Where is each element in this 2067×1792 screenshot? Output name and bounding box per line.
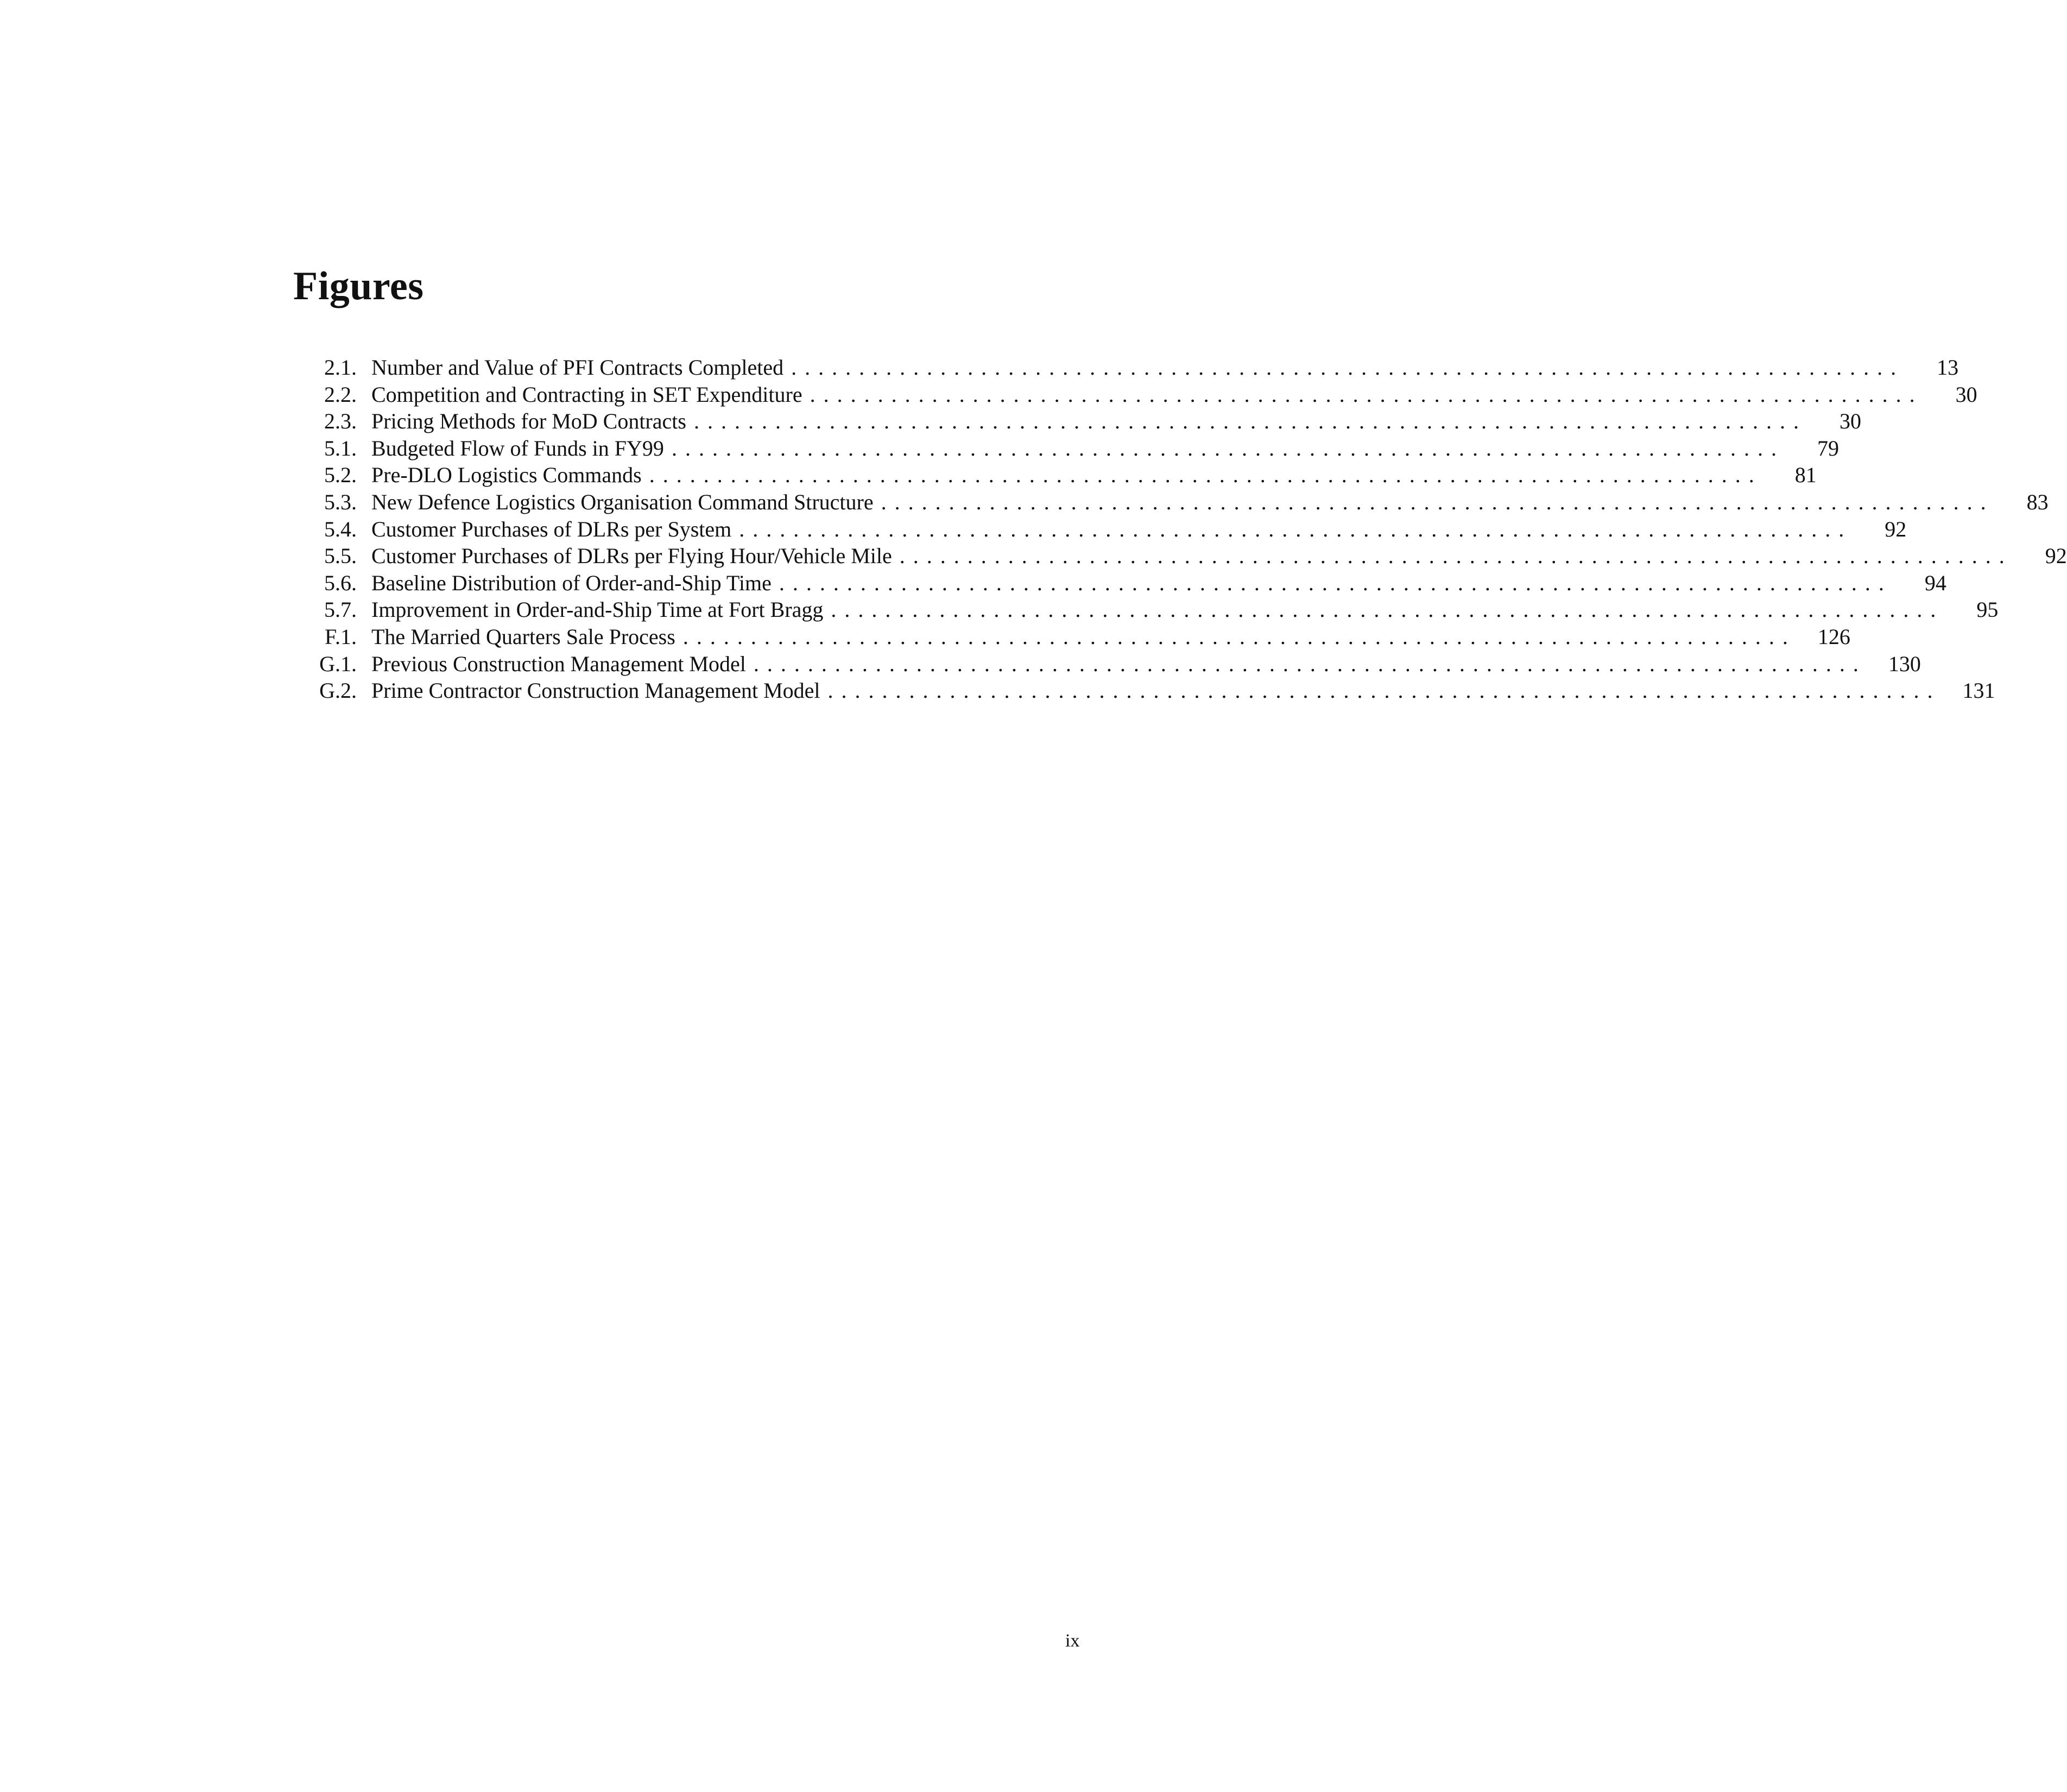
dot-leader: .................................................................................. [671, 436, 1785, 460]
figure-number: 5.1. [324, 436, 357, 460]
figure-entry[interactable] [293, 435, 1839, 462]
figure-entry[interactable] [293, 677, 1995, 704]
figure-entry[interactable] [293, 516, 1907, 543]
figure-entry[interactable] [293, 570, 1946, 597]
figure-number: G.2. [319, 678, 357, 703]
figure-number: 5.4. [324, 516, 357, 541]
dot-leader: .................................................................................. [753, 651, 1867, 676]
figure-entry[interactable] [293, 542, 2067, 570]
figure-number: 5.6. [324, 570, 357, 595]
figure-title: Previous Construction Management Model [371, 651, 754, 678]
figure-title: Prime Contractor Construction Management Model [371, 677, 828, 704]
figure-title: Improvement in Order-and-Ship Time at Fort Bragg [371, 596, 831, 623]
figure-title: Baseline Distribution of Order-and-Ship Time [371, 570, 779, 597]
figure-title: Competition and Contracting in SET Expenditure [371, 381, 810, 408]
figure-number: 2.2. [324, 382, 357, 407]
list-of-figures [293, 354, 2067, 704]
figure-title: Number and Value of PFI Contracts Completed [371, 354, 791, 381]
page-title: Figures [293, 264, 424, 308]
figure-number: 5.3. [324, 489, 357, 514]
figure-number: 5.2. [324, 463, 357, 488]
page-folio: ix [1065, 1631, 1080, 1651]
figure-number: 5.5. [324, 544, 357, 569]
dot-leader: .................................................................................. [831, 597, 1944, 622]
figure-number: 5.7. [324, 597, 357, 622]
figure-entry[interactable] [293, 462, 1817, 489]
figure-entry[interactable] [293, 408, 1861, 435]
dot-leader: .................................................................................. [739, 516, 1853, 541]
figure-title: Pre-DLO Logistics Commands [371, 462, 649, 489]
dot-leader: .................................................................................. [779, 570, 1892, 595]
figure-page-number: 92 [1885, 516, 1907, 541]
figure-page-number: 81 [1794, 463, 1817, 488]
dot-leader: .................................................................................. [649, 463, 1762, 488]
figure-entry[interactable] [293, 354, 1959, 381]
figure-page-number: 30 [1839, 409, 1861, 434]
figure-entry[interactable] [293, 596, 1999, 623]
figure-number: 2.3. [324, 409, 357, 434]
figure-page-number: 83 [2026, 489, 2049, 514]
dot-leader: .................................................................................. [682, 624, 1796, 649]
figure-title: Customer Purchases of DLRs per System [371, 516, 739, 543]
figure-entry[interactable] [293, 651, 1921, 678]
figure-entry[interactable] [293, 381, 1977, 408]
figure-page-number: 92 [2045, 544, 2067, 569]
dot-leader: .................................................................................. [827, 678, 1941, 703]
figure-page-number: 30 [1955, 382, 1977, 407]
figure-title: The Married Quarters Sale Process [371, 623, 683, 651]
figure-page-number: 79 [1817, 436, 1839, 460]
figure-page-number: 126 [1817, 624, 1850, 649]
figure-number: G.1. [319, 651, 357, 676]
figure-entry[interactable] [293, 623, 1850, 651]
figure-title: New Defence Logistics Organisation Command Structure [371, 489, 881, 516]
figure-page-number: 131 [1962, 678, 1995, 703]
figure-number: F.1. [324, 624, 357, 649]
dot-leader: .................................................................................. [791, 355, 1905, 380]
figure-title: Pricing Methods for MoD Contracts [371, 408, 694, 435]
figure-page-number: 94 [1924, 570, 1946, 595]
dot-leader: .................................................................................. [810, 382, 1923, 407]
dot-leader: .................................................................................. [899, 544, 2013, 569]
figure-page-number: 13 [1937, 355, 1959, 380]
dot-leader: .................................................................................. [693, 409, 1807, 434]
figure-page-number: 130 [1888, 651, 1921, 676]
figure-title: Budgeted Flow of Funds in FY99 [371, 435, 672, 462]
figure-title: Customer Purchases of DLRs per Flying Hour/Vehicle Mile [371, 542, 900, 570]
dot-leader: .................................................................................. [881, 489, 1994, 514]
figure-number: 2.1. [324, 355, 357, 380]
figure-page-number: 95 [1976, 597, 1999, 622]
figure-entry[interactable] [293, 489, 2049, 516]
